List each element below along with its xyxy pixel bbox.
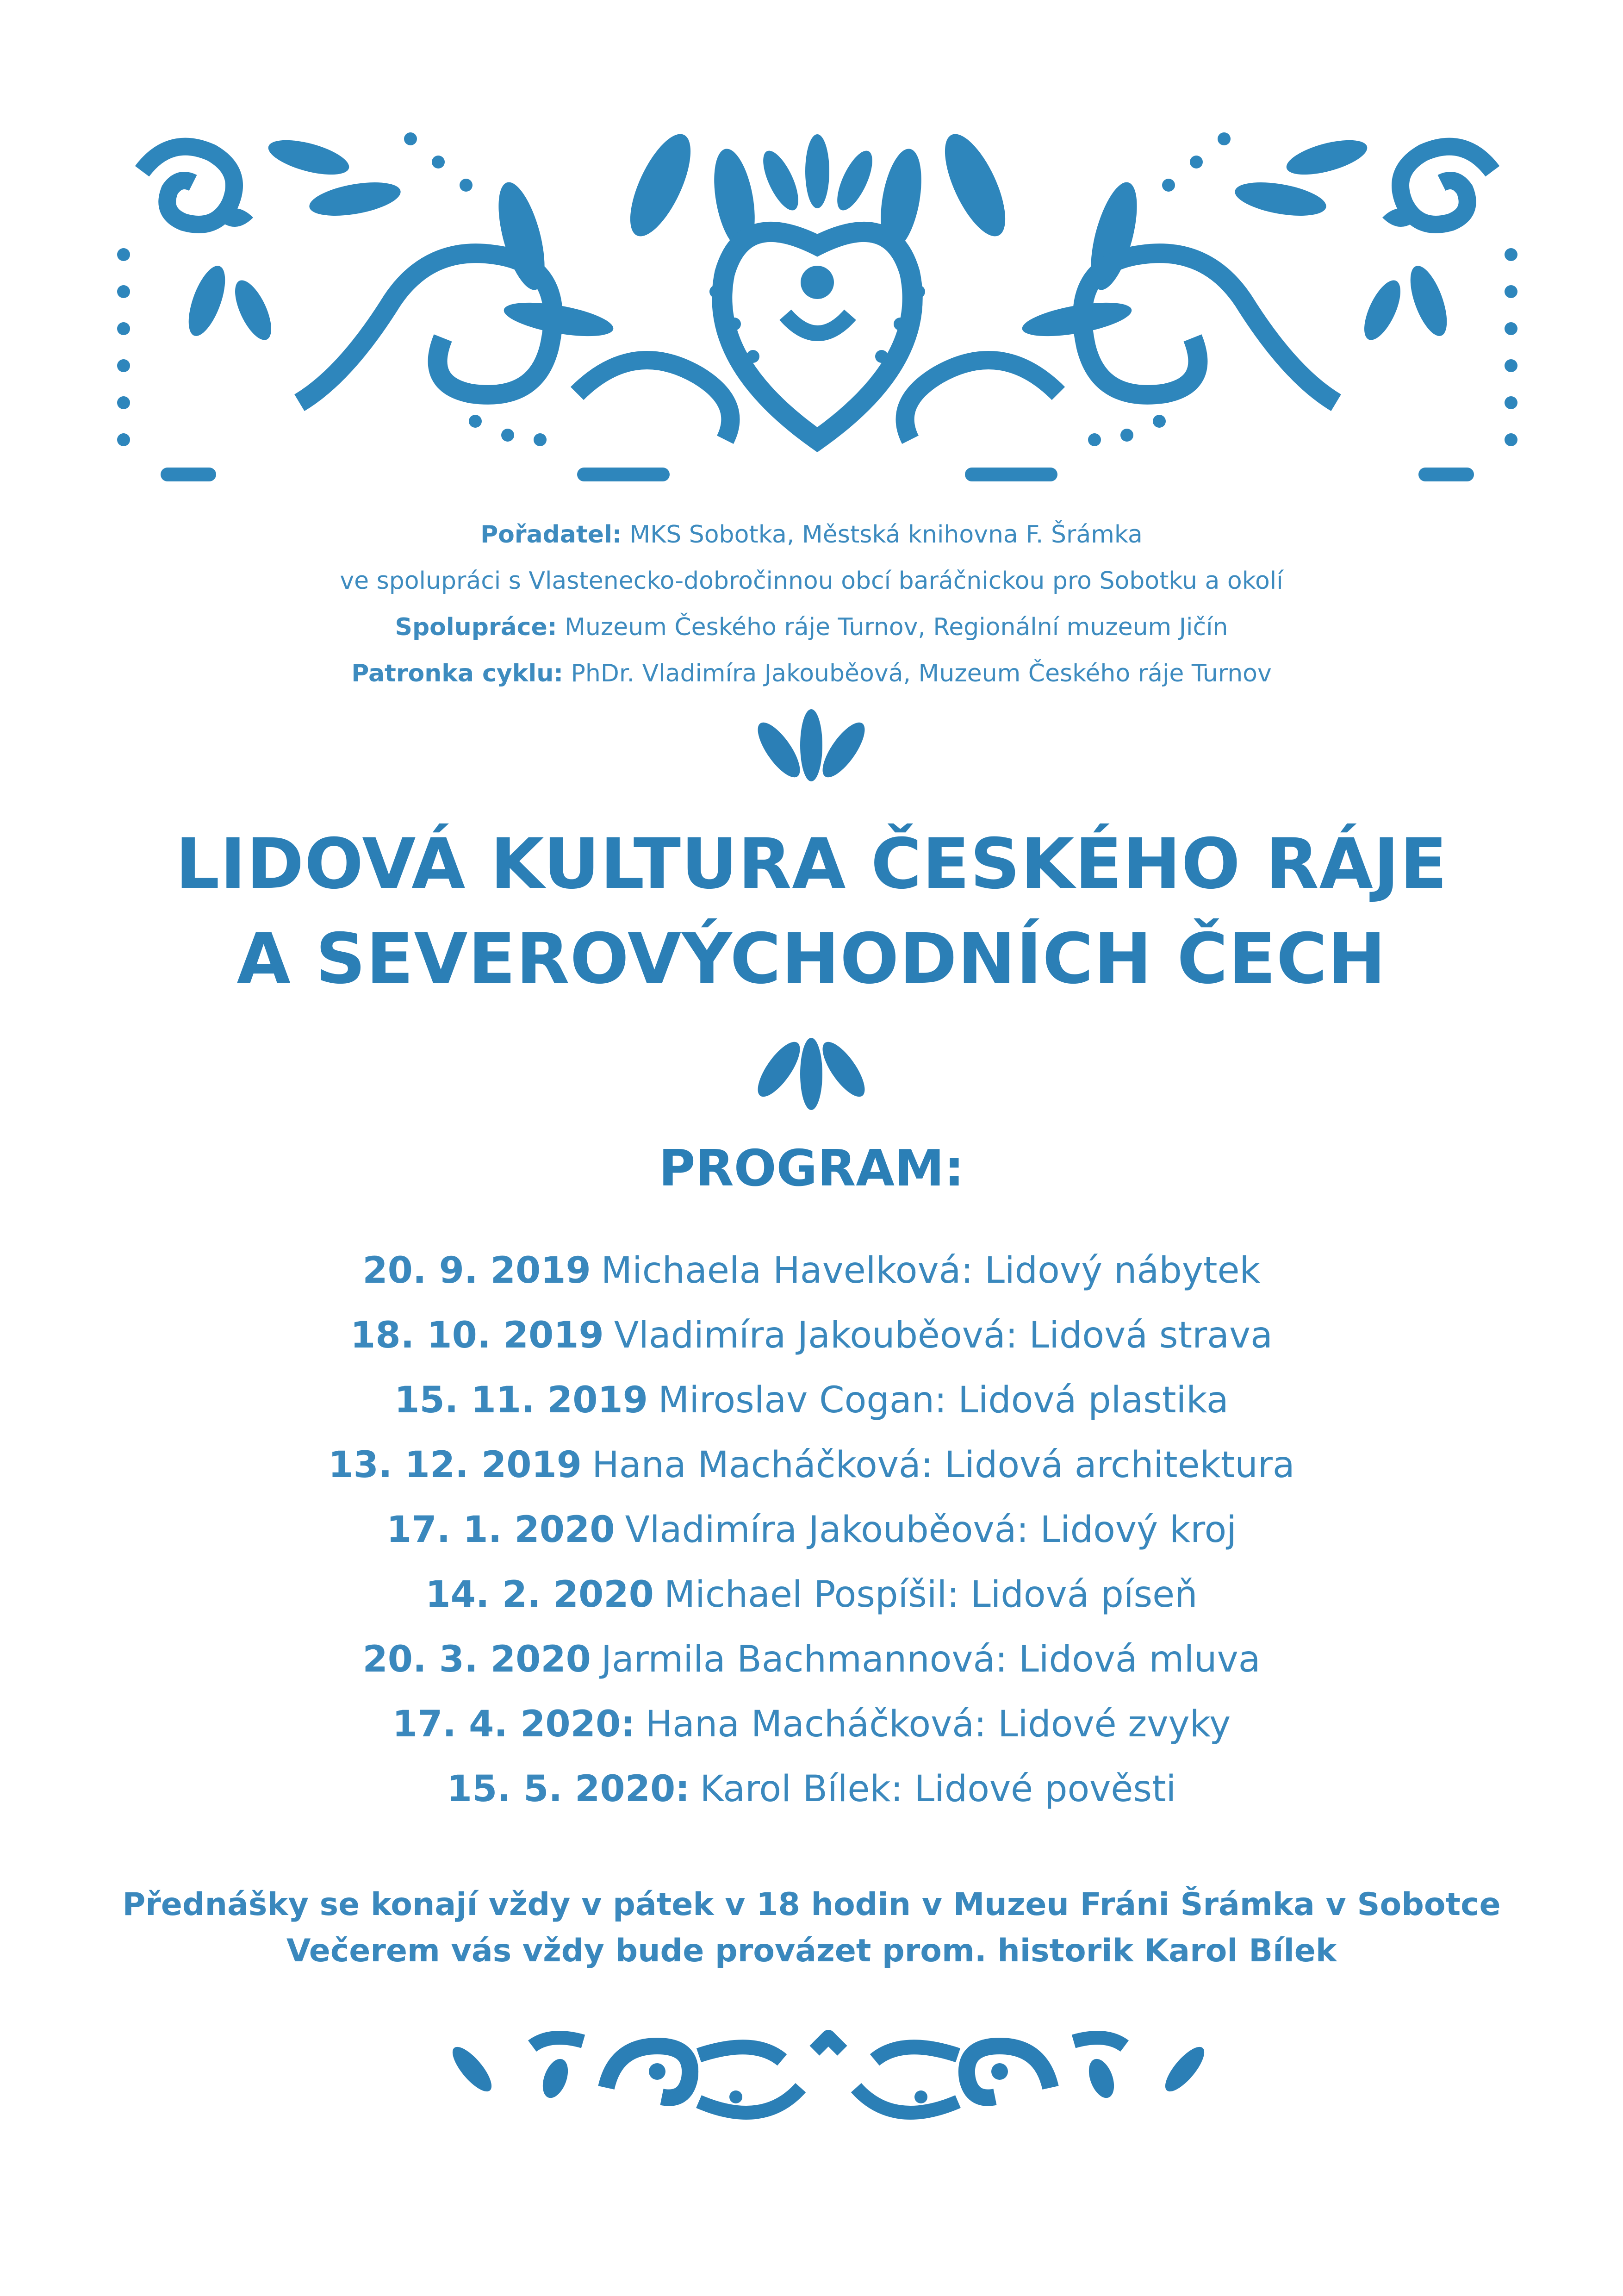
title-line-2: A SEVEROVÝCHODNÍCH ČECH	[236, 919, 1387, 999]
program-item	[0, 1238, 1623, 1303]
program-item-date: 17. 4. 2020:	[392, 1703, 635, 1745]
folk-sprig-inverted-icon	[756, 1018, 867, 1111]
program-item-date: 13. 12. 2019	[328, 1444, 582, 1486]
program-item-text: Miroslav Cogan: Lidová plastika	[658, 1379, 1229, 1421]
title-line-1: LIDOVÁ KULTURA ČESKÉHO RÁJE	[175, 824, 1448, 905]
patron-text: PhDr. Vladimíra Jakouběová, Muzeum Českého ráje Turnov	[563, 660, 1272, 687]
program-item-text: Michaela Havelková: Lidový nábytek	[601, 1250, 1261, 1292]
footer-line-2: Večerem vás vždy bude provázet prom. historik Karol Bílek	[286, 1933, 1337, 1969]
program-item	[0, 1757, 1623, 1822]
organizer-text: MKS Sobotka, Městská knihovna F. Šrámka	[622, 521, 1143, 549]
partnership-text: Muzeum Českého ráje Turnov, Regionální muzeum Jičín	[557, 613, 1228, 641]
patron-label: Patronka cyklu:	[351, 660, 564, 687]
program-item-text: Vladimíra Jakouběová: Lidová strava	[614, 1315, 1273, 1356]
program-heading: PROGRAM:	[659, 1140, 964, 1198]
organizer-line	[0, 512, 1623, 558]
organizer-label: Pořadatel:	[480, 521, 622, 549]
program-item-date: 18. 10. 2019	[350, 1315, 604, 1356]
program-item	[0, 1562, 1623, 1627]
folk-ornament-bottom-icon	[440, 2018, 1217, 2129]
program-item-text: Michael Pospíšil: Lidová píseň	[664, 1574, 1198, 1616]
page-title	[0, 817, 1623, 1007]
credits-block	[0, 512, 1623, 697]
footer-note	[0, 1882, 1623, 1974]
program-item-text: Vladimíra Jakouběová: Lidový kroj	[625, 1509, 1237, 1551]
program-item-date: 20. 3. 2020	[362, 1639, 591, 1680]
program-item-date: 17. 1. 2020	[386, 1509, 615, 1551]
partnership-label: Spolupráce:	[395, 613, 557, 641]
program-item	[0, 1497, 1623, 1562]
footer-line-1: Přednášky se konají vždy v pátek v 18 hodin v Muzeu Fráni Šrámka v Sobotce	[122, 1886, 1501, 1923]
program-item-text: Hana Macháčková: Lidová architektura	[592, 1444, 1295, 1486]
cooperation-line: ve spolupráci s Vlastenecko-dobročinnou obcí baráčnickou pro Sobotku a okolí	[340, 567, 1283, 595]
partnership-line	[0, 604, 1623, 650]
program-item-date: 14. 2. 2020	[425, 1574, 654, 1616]
program-item	[0, 1303, 1623, 1368]
patron-line	[0, 650, 1623, 697]
program-item-text: Jarmila Bachmannová: Lidová mluva	[601, 1639, 1261, 1680]
folk-ornament-top-icon	[114, 116, 1520, 486]
program-item-date: 20. 9. 2019	[362, 1250, 591, 1292]
program-list	[0, 1238, 1623, 1822]
program-item	[0, 1692, 1623, 1757]
program-item	[0, 1433, 1623, 1497]
program-item	[0, 1627, 1623, 1692]
program-item-text: Karol Bílek: Lidové pověsti	[700, 1768, 1176, 1810]
program-item-date: 15. 5. 2020:	[447, 1768, 690, 1810]
program-item	[0, 1368, 1623, 1433]
program-item-date: 15. 11. 2019	[394, 1379, 648, 1421]
program-item-text: Hana Macháčková: Lidové zvyky	[645, 1703, 1231, 1745]
folk-sprig-icon	[756, 708, 867, 801]
